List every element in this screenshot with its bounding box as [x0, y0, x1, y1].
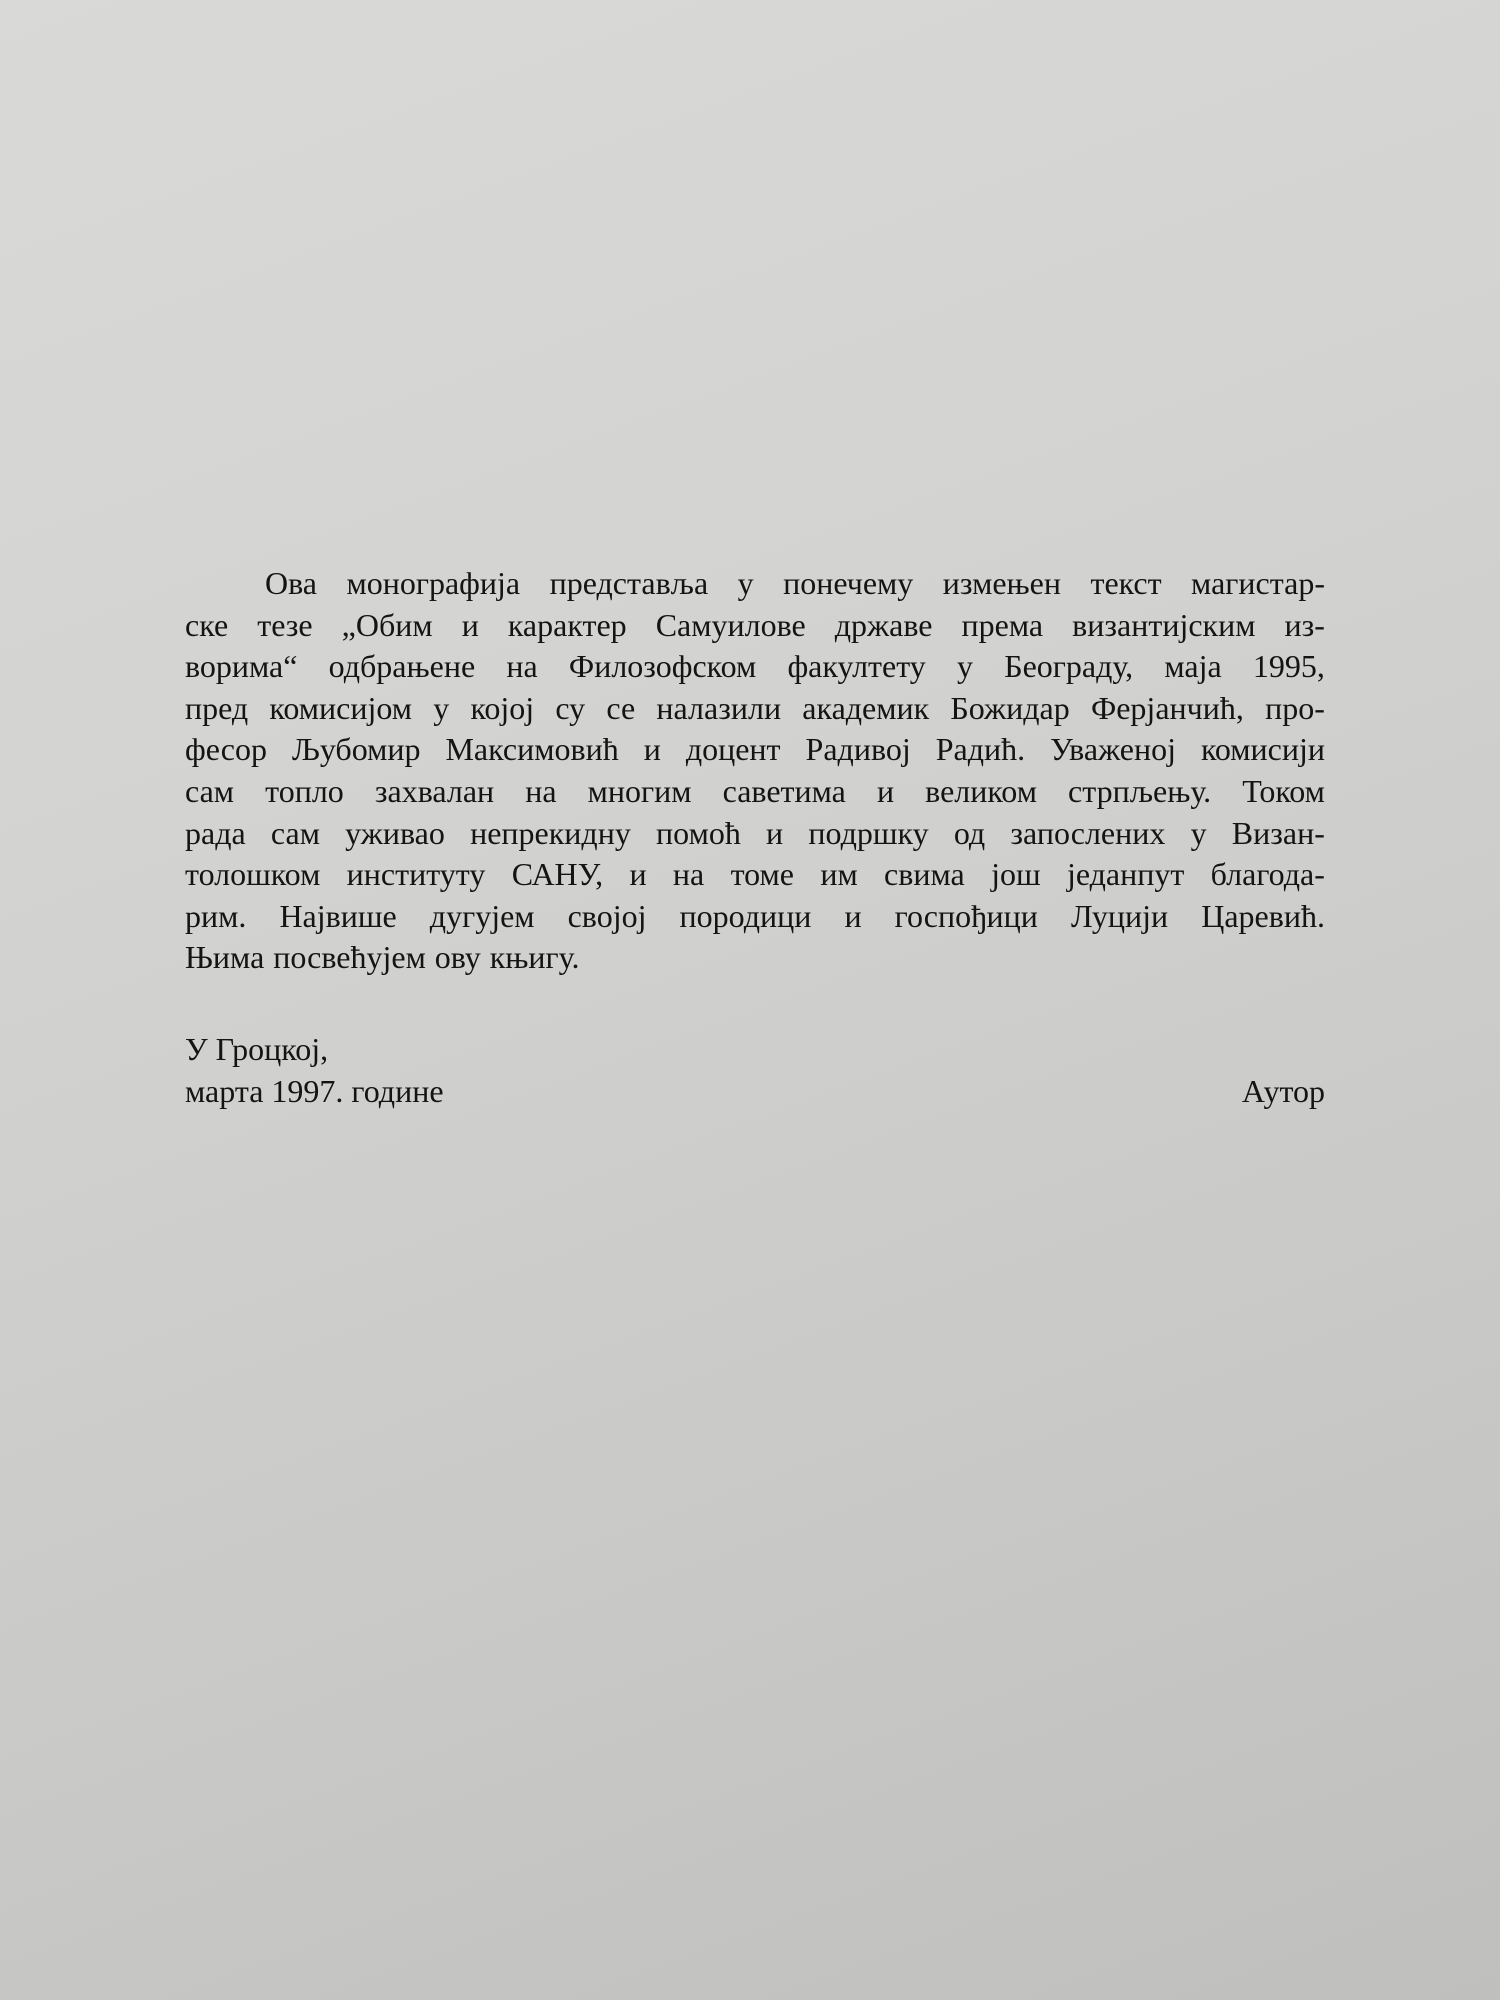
preface-word: маја [1164, 648, 1222, 685]
signature-place-row [185, 1028, 1325, 1070]
preface-word: којој [470, 689, 535, 726]
preface-word: томе [730, 856, 794, 893]
preface-word: им [820, 856, 858, 893]
preface-word: Самуилове [655, 606, 806, 643]
preface-line [185, 896, 1325, 938]
preface-word: и [844, 897, 862, 934]
preface-word: помоћ [656, 814, 741, 851]
preface-word: тезе [257, 606, 313, 643]
preface-word: византијским [1072, 606, 1256, 643]
preface-line [185, 813, 1325, 855]
preface-word: фесор [185, 731, 267, 768]
preface-word: доцент [685, 731, 781, 768]
preface-word: на [672, 856, 705, 893]
preface-word: уживао [345, 814, 445, 851]
preface-word: рада [185, 814, 246, 851]
preface-word: ске [185, 606, 229, 643]
preface-word: Уваженој [1050, 731, 1176, 768]
preface-word: и [643, 731, 661, 768]
preface-word: Радивој [805, 731, 911, 768]
preface-word: Луцији [1070, 897, 1169, 934]
preface-line [185, 937, 1325, 979]
preface-word: факултету [787, 648, 926, 685]
preface-word: стрпљењу. [1068, 772, 1212, 809]
preface-word: Радић. [935, 731, 1026, 768]
preface-word: сам [185, 772, 235, 809]
preface-word: комисији [1200, 731, 1325, 768]
preface-word: Београду, [1004, 648, 1134, 685]
preface-word: институту [346, 856, 486, 893]
preface-line [185, 605, 1325, 647]
preface-word: подршку [808, 814, 929, 851]
preface-word: на [525, 772, 557, 809]
preface-word: у [737, 565, 754, 601]
preface-word: се [606, 689, 636, 726]
preface-word: академик [802, 689, 930, 726]
preface-word: представља [549, 565, 709, 601]
preface-word: госпођици [894, 897, 1038, 934]
signature-date-row [185, 1070, 1325, 1112]
signature-author: Аутор [1241, 1073, 1325, 1109]
preface-word: текст [1090, 565, 1162, 601]
preface-line [185, 563, 1325, 605]
preface-word: непрекидну [470, 814, 631, 851]
preface-word: и [876, 772, 895, 809]
preface-word: и [766, 814, 784, 851]
preface-word: једанпут [1066, 856, 1185, 893]
preface-word: од [953, 814, 986, 851]
preface-word: великом [925, 772, 1037, 809]
preface-word: магистар- [1191, 565, 1325, 601]
preface-word: топло [265, 772, 344, 809]
signature-block [185, 1028, 1325, 1112]
preface-word: Визан- [1231, 814, 1325, 851]
preface-word: САНУ, [511, 856, 604, 893]
preface-word: одбрањене [328, 648, 476, 685]
signature-place: У Гроцкој, [185, 1031, 329, 1067]
preface-word: и [629, 856, 647, 893]
preface-word: и [461, 606, 479, 643]
preface-word: Максимовић [445, 731, 619, 768]
preface-word: про- [1265, 689, 1325, 726]
preface-word: захвалан [374, 772, 495, 809]
preface-word: карактер [507, 606, 627, 643]
preface-paragraph [185, 563, 1325, 979]
preface-word: Ова [265, 565, 317, 601]
preface-word: Њима [185, 939, 265, 976]
preface-word: из- [1284, 606, 1325, 643]
preface-word: ову [434, 939, 481, 976]
preface-word: монографија [346, 565, 521, 601]
preface-word: на [506, 648, 538, 685]
preface-line [185, 688, 1325, 730]
preface-word: су [555, 689, 586, 726]
preface-word: у [433, 689, 450, 726]
preface-word: многим [587, 772, 692, 809]
preface-word: посвећујем [273, 939, 426, 976]
preface-word: сам [270, 814, 320, 851]
preface-word: породици [679, 897, 812, 934]
preface-word: Током [1242, 772, 1325, 809]
preface-word: Највише [279, 897, 397, 934]
preface-word: благода- [1210, 856, 1325, 893]
preface-word: свима [884, 856, 965, 893]
signature-date: марта 1997. године [185, 1073, 444, 1109]
preface-word: у [1190, 814, 1207, 851]
preface-word: још [991, 856, 1041, 893]
preface-word: запослених [1010, 814, 1166, 851]
preface-word: ворима“ [185, 648, 298, 685]
preface-word: комисијом [269, 689, 412, 726]
preface-line [185, 729, 1325, 771]
preface-word: налазили [656, 689, 782, 726]
preface-line [185, 646, 1325, 688]
preface-word: понечему [783, 565, 914, 601]
preface-word: државе [834, 606, 933, 643]
preface-word: Љубомир [291, 731, 421, 768]
preface-word: Филозофском [568, 648, 757, 685]
preface-word: саветима [722, 772, 846, 809]
preface-word: својој [567, 897, 647, 934]
preface-word: Ферјанчић, [1090, 689, 1244, 726]
preface-word: дугујем [429, 897, 535, 934]
preface-word: толошком [185, 856, 321, 893]
preface-word: у [956, 648, 973, 685]
preface-word: 1995, [1252, 648, 1325, 685]
preface-line [185, 854, 1325, 896]
preface-word: Царевић. [1201, 897, 1325, 934]
preface-word: према [961, 606, 1044, 643]
preface-line [185, 771, 1325, 813]
preface-word: измењен [942, 565, 1061, 601]
preface-word: пред [185, 689, 249, 726]
preface-word: рим. [185, 897, 247, 934]
preface-word: „Обим [341, 606, 433, 643]
preface-word: књигу. [489, 939, 580, 976]
preface-word: Божидар [950, 689, 1070, 726]
